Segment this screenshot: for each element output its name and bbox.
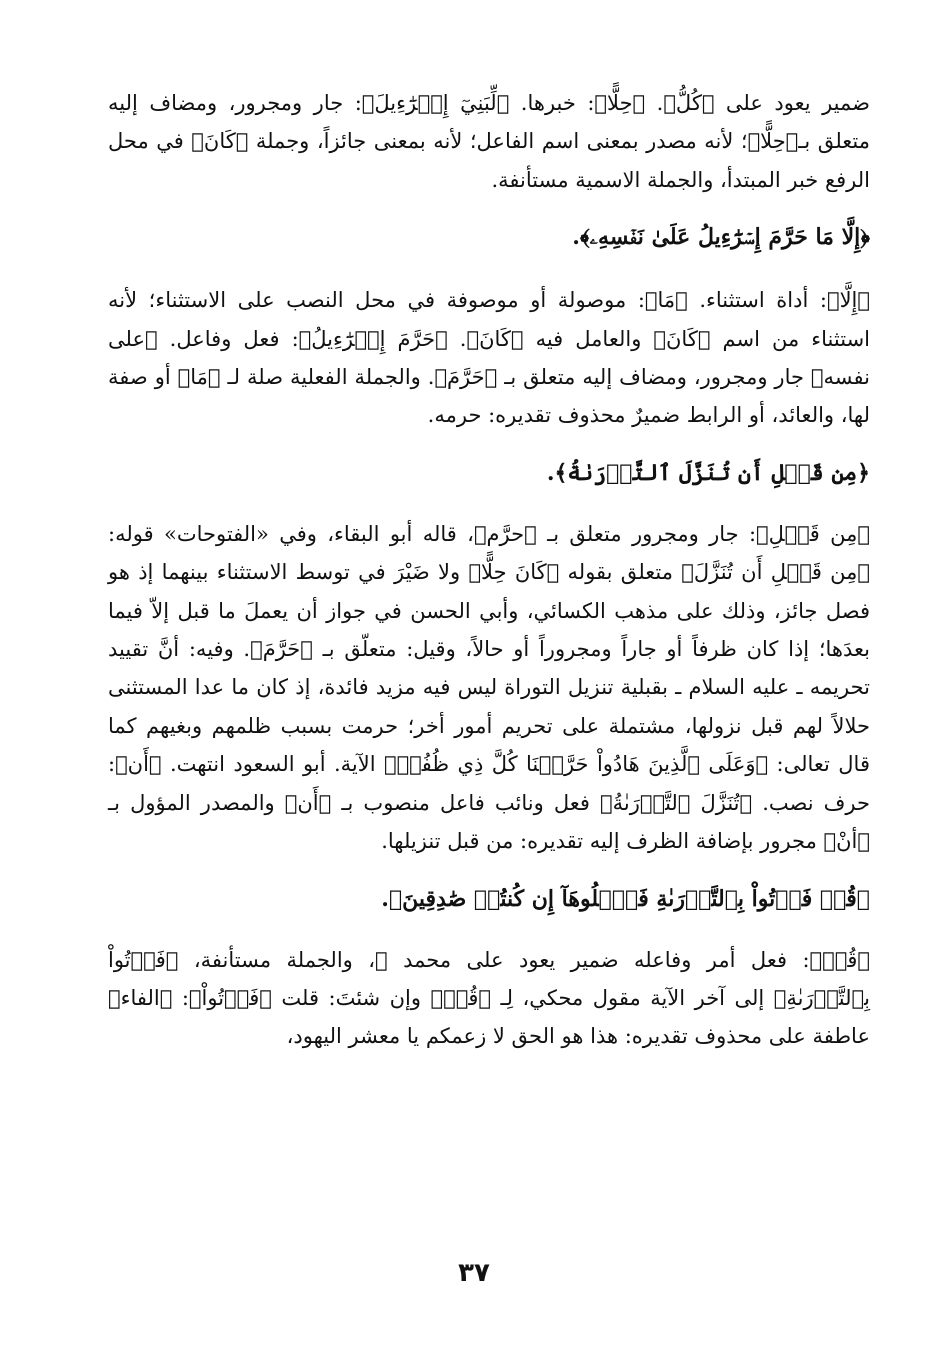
commentary-paragraph: ضمير يعود على ﴿كُلُّ﴾. ﴿حِلًّا﴾: خبرها. ﴿لِّبَنِيٓ إِسۡرَٰٓءِيلَ﴾: جار ومجرور، ومضاف إليه متعلق بـ﴿حِلًّا﴾؛ لأنه مصدر بمعنى اسم الفاعل؛ لأنه بمعنى جائزاً، وجملة ﴿كَانَ﴾ في محل الرفع خبر المبتدأ، والجملة الاسمية مستأنفة. [108,91,870,192]
quran-verse: ﴿قُلۡ فَأۡتُواْ بِٱلتَّوۡرَىٰةِ فَٱتۡلُوهَآ إِن كُنتُمۡ صَٰدِقِينَ﴾. [381,885,870,912]
commentary-paragraph: ﴿قُلۡ﴾: فعل أمر وفاعله ضمير يعود على محمد ﷺ، والجملة مستأنفة، ﴿فَأۡتُواْ بِٱلتَّوۡرَىٰةِ﴾ إلى آخر الآية مقول محكي، لِـ ﴿قُلۡ﴾ وإن شئتَ: قلت ﴿فَأۡتُواْ﴾: ﴿الفاء﴾ عاطفة على محذوف تقديره: هذا هو الحق لا زعمكم يا معشر اليهود، [108,947,870,1049]
quran-verse: ﴿مِن قَبۡلِ أَن تُنَزَّلَ ٱلتَّوۡرَىٰةُ﴾. [546,459,870,486]
commentary-paragraph: ﴿إِلَّا﴾: أداة استثناء. ﴿مَا﴾: موصولة أو موصوفة في محل النصب على الاستثناء؛ لأنه استثناء من اسم ﴿كَانَ﴾ والعامل فيه ﴿كَانَ﴾. ﴿حَرَّمَ إِسۡرَٰٓءِيلُ﴾: فعل وفاعل. ﴿على نفسه﴾ جار ومجرور، ومضاف إليه متعلق بـ ﴿حَرَّمَ﴾. والجملة الفعلية صلة لـ ﴿مَا﴾ أو صفة لها، والعائد، أو الرابط ضميرٌ محذوف تقديره: حرمه. [108,288,870,428]
page-number: ٣٧ [458,1258,490,1288]
quran-verse: ﴿إِلَّا مَا حَرَّمَ إِسۡرَٰٓءِيلُ عَلَىٰ نَفۡسِهِۦ﴾. [572,224,870,251]
commentary-paragraph: ﴿مِن قَبۡلِ﴾: جار ومجرور متعلق بـ ﴿حرَّم﴾، قاله أبو البقاء، وفي «الفتوحات» قوله: ﴿مِن قَبۡلِ أَن تُنَزَّلَ﴾ متعلق بقوله ﴿كَانَ حِلًّا﴾ ولا ضَيْرَ في توسط الاستثناء بينهما إذ هو فصل جائز، وذلك على مذهب الكسائي، وأبي الحسن في جواز أن يعملَ ما قبل إلاّ فيما بعدَها؛ إذا كان ظرفاً أو جاراً ومجروراً أو حالاً، وقيل: متعلّق بـ ﴿حَرَّمَ﴾. وفيه: أنَّ تقييد تحريمه ـ عليه السلام ـ بقبلية تنزيل التوراة ليس فيه مزيد فائدة، إذ كان ما عدا المستثنى حلالاً لهم قبل نزولها، مشتملة على تحريم أمور أخر؛ حرمت بسبب ظلمهم وبغيهم كما قال تعالى: ﴿وَعَلَى ٱلَّذِينَ هَادُواْ حَرَّمۡنَا كُلَّ ذِي ظُفُرٖ﴾ الآية. أبو السعود انتهت. ﴿أَن﴾: حرف نصب. ﴿تُنَزَّلَ ٱلتَّوۡرَىٰةُ﴾ فعل ونائب فاعل منصوب بـ ﴿أَن﴾ والمصدر المؤول بـ ﴿أنْ﴾ مجرور بإضافة الظرف إليه تقديره: من قبل تنزيلها. [108,521,870,854]
page-body [108,84,870,1056]
